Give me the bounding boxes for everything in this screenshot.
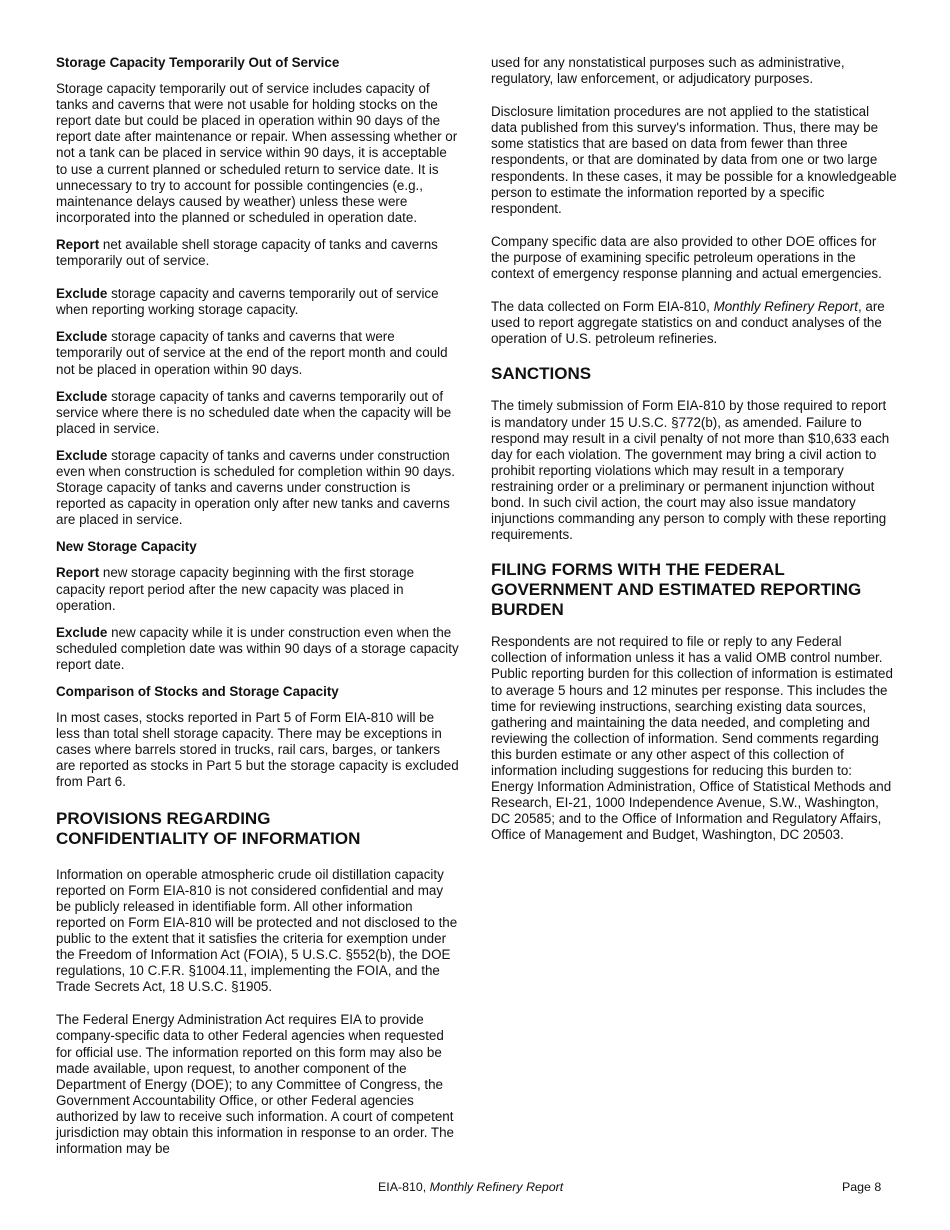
keyword-exclude: Exclude (56, 447, 108, 463)
paragraph-exclude-end-of-month: Exclude storage capacity of tanks and caverns that were temporarily out of service at the end of the report month and could not be placed in operation within 90 days. (56, 329, 448, 377)
paragraph-disclosure-limitation: Disclosure limitation procedures are not applied to the statistical data published from this survey's information. Thus, there may be some statistics that are based on data from fewer than three respondents, or that are dominated by data from one or two large respondents. In these cases, it may be possible for a knowledgeable person to estimate the information reported by a specific respondent. (491, 104, 897, 216)
keyword-exclude: Exclude (56, 624, 108, 640)
paragraph-exclude-working-capacity: Exclude storage capacity and caverns temporarily out of service when reporting working storage capacity. (56, 286, 439, 318)
paragraph-company-specific-data: Company specific data are also provided to other DOE offices for the purpose of examining specific petroleum operations in the context of emergency response planning and actual emergencies. (491, 233, 882, 282)
paragraph-data-collected: The data collected on Form EIA-810, Monthly Refinery Report, are used to report aggregate statistics on and conduct analyses of the operation of U.S. petroleum refineries. (491, 299, 885, 347)
left-column (56, 55, 460, 1168)
keyword-exclude: Exclude (56, 329, 108, 345)
paragraph-report-new-capacity: Report new storage capacity beginning with the first storage capacity report period after the new capacity was placed in operation. (56, 565, 415, 613)
keyword-report: Report (56, 236, 100, 252)
paragraph-confidentiality-foia: Information on operable atmospheric crude oil distillation capacity reported on Form EIA-810 is not considered confidential and may be publicly released in identifiable form. All other information reported on Form EIA-810 will be protected and not disclosed to the public to the extent that it satisfies the criteria for exemption under the Freedom of Information Act (FOIA), 5 U.S.C. §552(b), the DOE regulations, 10 C.F.R. §1004.11, implementing the FOIA, and the Trade Secrets Act, 18 U.S.C. §1905. (56, 866, 458, 995)
heading-provisions-confidentiality: PROVISIONS REGARDING CONFIDENTIALITY OF INFORMATION (56, 808, 361, 848)
paragraph-report-net-available: Report net available shell storage capacity of tanks and caverns temporarily out of service. (56, 236, 438, 269)
paragraph-comparison: In most cases, stocks reported in Part 5 of Form EIA-810 will be less than total shell storage capacity. There may be exceptions in cases where barrels stored in trucks, rail cars, barges, or tankers are reported as stocks in Part 5 but the storage capacity is excluded from Part 6. (56, 710, 459, 790)
section-heading-new-storage-capacity: New Storage Capacity (56, 539, 197, 555)
section-heading-storage-out-of-service: Storage Capacity Temporarily Out of Service (56, 55, 340, 70)
form-title-italic: Monthly Refinery Report (713, 299, 858, 315)
keyword-report: Report (56, 565, 100, 581)
keyword-exclude: Exclude (56, 388, 108, 404)
heading-sanctions: SANCTIONS (491, 364, 592, 384)
paragraph-exclude-under-construction: Exclude storage capacity of tanks and caverns under construction even when construction is scheduled for completion within 90 days. Storage capacity of tanks and caverns under construction is reported as capacity in operation only after new tanks and caverns are placed in service. (56, 447, 455, 528)
keyword-exclude: Exclude (56, 286, 108, 302)
paragraph-nonstatistical-purposes: used for any nonstatistical purposes such as administrative, regulatory, law enforcement, or adjudicatory purposes. (491, 55, 845, 87)
footer-form-title: EIA-810, Monthly Refinery Report (378, 1180, 564, 1194)
paragraph-storage-out-of-service: Storage capacity temporarily out of service includes capacity of tanks and caverns that were not usable for holding stocks on the report date but could be placed in operation within 90 days of the report date after maintenance or repair. When assessing whether or not a tank can be placed in service within 90 days, it is acceptable to use a current planned or scheduled return to service date. It is unnecessary to try to account for possible contingencies (e.g., maintenance delays caused by weather) unless these were incorporated into the planned or scheduled in operation date. (56, 81, 458, 225)
paragraph-reporting-burden: Respondents are not required to file or reply to any Federal collection of information unless it has a valid OMB control number. Public reporting burden for this collection of information is estimated to average 5 hours and 12 minutes per response. This includes the time for reviewing instructions, searching existing data sources, gathering and maintaining the data needed, and completing and reviewing the collection of information. Send comments regarding this burden estimate or any other aspect of this collection of information including suggestions for reducing this burden to: Energy Information Administration, Office of Statistical Methods and Research, EI-21, 1000 Independence Avenue, S.W., Washington, DC 20585; and to the Office of Information and Regulatory Affairs, Office of Management and Budget, Washington, DC 20503. (491, 634, 893, 843)
right-column (491, 55, 897, 854)
paragraph-exclude-new-capacity: Exclude new capacity while it is under construction even when the scheduled completion date was within 90 days of a storage capacity report date. (56, 624, 459, 672)
heading-filing-forms: FILING FORMS WITH THE FEDERAL GOVERNMENT AND ESTIMATED REPORTING BURDEN (491, 560, 862, 620)
page-number: Page 8 (842, 1180, 882, 1194)
section-heading-comparison: Comparison of Stocks and Storage Capacity (56, 684, 339, 699)
paragraph-exclude-no-scheduled-date: Exclude storage capacity of tanks and caverns temporarily out of service where there is no scheduled date when the capacity will be placed in service. (56, 388, 452, 436)
paragraph-sanctions: The timely submission of Form EIA-810 by those required to report is mandatory under 15 U.S.C. §772(b), as amended. Failure to respond may result in a civil penalty of not more than $10,633 each day for each violation. The government may bring a civil action to prohibit reporting violations which may result in a temporary restraining order or a preliminary or permanent injunction without bond. In such civil action, the court may also issue mandatory injunctions commanding any person to comply with these reporting requirements. (491, 398, 890, 543)
paragraph-federal-energy-act: The Federal Energy Administration Act requires EIA to provide company-specific data to other Federal agencies when requested for official use. The information reported on this form may also be made available, upon request, to another component of the Department of Energy (DOE); to any Committee of Congress, the Government Accountability Office, or other Federal agencies authorized by law to receive such information. A court of competent jurisdiction may obtain this information in response to an order. The information may be (56, 1012, 454, 1157)
